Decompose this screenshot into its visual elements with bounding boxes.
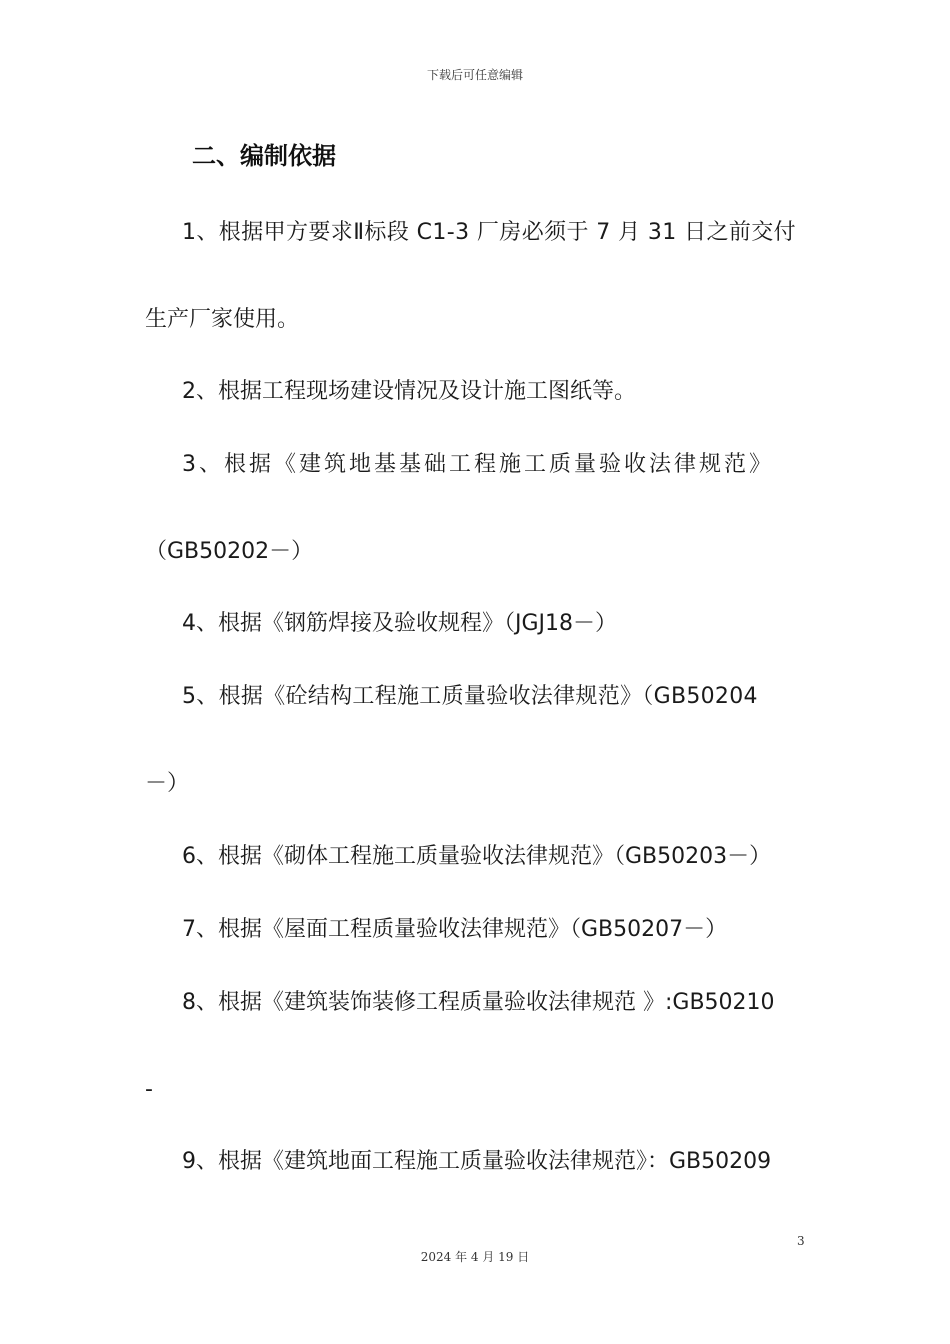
page-number: 3: [797, 1234, 805, 1248]
basis-item-5: 5、根据《砼结构工程施工质量验收法律规范》（GB50204: [182, 684, 758, 709]
basis-item-4: 4、根据《钢筋焊接及验收规程》（JGJ18－）: [182, 611, 618, 636]
basis-item-1: 1、根据甲方要求Ⅱ标段 C1-3 厂房必须于 7 月 31 日之前交付: [182, 220, 797, 245]
basis-item-9: 9、根据《建筑地面工程施工质量验收法律规范》：GB50209: [182, 1149, 772, 1174]
basis-item-8-continued: -: [145, 1077, 153, 1102]
basis-item-8: 8、根据《建筑装饰装修工程质量验收法律规范 》:GB50210: [182, 990, 775, 1015]
basis-item-2: 2、根据工程现场建设情况及设计施工图纸等。: [182, 379, 636, 404]
basis-item-5-continued: －）: [145, 771, 190, 796]
section-heading: 二、编制依据: [192, 142, 336, 170]
basis-item-3-continued: （GB50202－）: [145, 539, 314, 564]
basis-item-7: 7、根据《屋面工程质量验收法律规范》（GB50207－）: [182, 917, 728, 942]
basis-item-6: 6、根据《砌体工程施工质量验收法律规范》（GB50203－）: [182, 844, 772, 869]
page-date: 2024 年 4 月 19 日: [420, 1250, 530, 1264]
basis-item-1-continued: 生产厂家使用。: [145, 307, 300, 332]
page-header: 下载后可任意编辑: [426, 68, 523, 82]
basis-item-3: 3、根据《建筑地基基础工程施工质量验收法律规范》: [182, 452, 774, 477]
